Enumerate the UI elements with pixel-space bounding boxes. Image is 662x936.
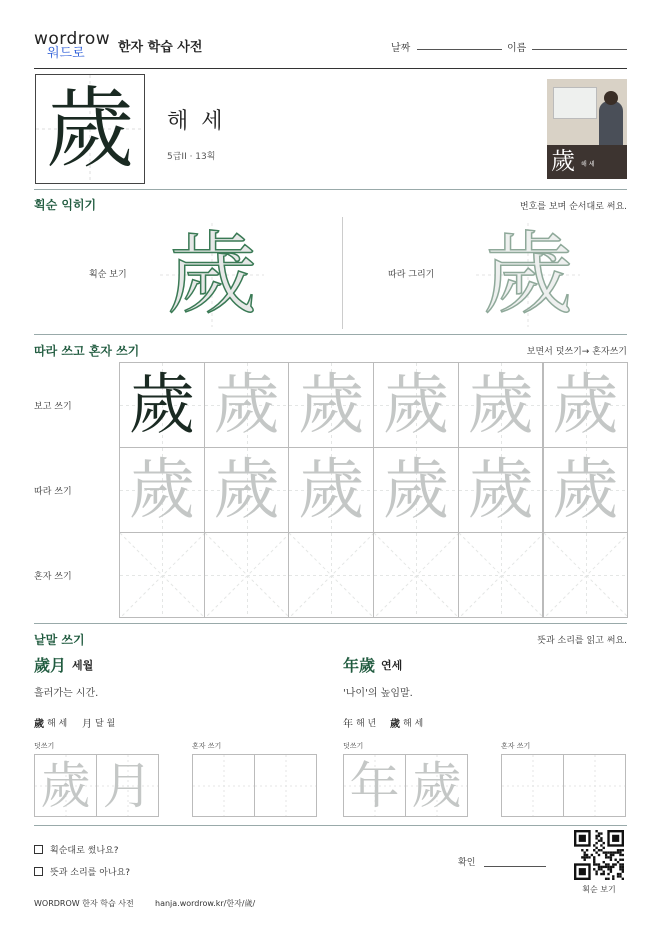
row-label-trace: 따라 쓰기 bbox=[34, 487, 72, 497]
thumb-head bbox=[604, 91, 618, 105]
practice-cell[interactable] bbox=[458, 362, 544, 448]
word-trace-char: 歲 bbox=[411, 756, 462, 815]
check-item-1-label: 획순대로 썼나요? bbox=[50, 846, 119, 856]
cell-guide-lines bbox=[120, 533, 205, 618]
words-section-title: 낱말 쓰기 bbox=[34, 633, 85, 647]
thumb-text: 해 세 bbox=[581, 161, 595, 168]
trace-char: 歲 bbox=[467, 366, 534, 443]
check-item-2-label: 뜻과 소리를 아나요? bbox=[50, 868, 131, 878]
logo-wordrow: wordrow bbox=[34, 29, 111, 49]
cell-guide-lines bbox=[459, 533, 544, 618]
word1-hanja: 歲月 bbox=[34, 656, 67, 675]
logo-korean: 워드로 bbox=[47, 46, 85, 61]
confirm-label: 확인 bbox=[458, 858, 476, 868]
word1-alone-label: 혼자 쓰기 bbox=[192, 742, 222, 750]
word-alone-cell[interactable] bbox=[192, 754, 255, 817]
practice-cell[interactable] bbox=[119, 532, 205, 618]
word-cell-guides bbox=[193, 755, 255, 817]
trace-char: 歲 bbox=[298, 451, 365, 528]
hero-divider bbox=[34, 189, 627, 190]
trace-char: 歲 bbox=[382, 366, 449, 443]
stroke-section-title: 획순 익히기 bbox=[34, 198, 97, 212]
word-cell-guides bbox=[564, 755, 626, 817]
stroke-trace-char: 歲 bbox=[483, 222, 573, 327]
stroke-view-char: 歲 bbox=[167, 222, 257, 327]
word2-trace-label: 덧쓰기 bbox=[343, 742, 364, 750]
logo bbox=[34, 29, 114, 67]
trace-char: 歲 bbox=[213, 366, 280, 443]
write-section-divider bbox=[34, 623, 627, 624]
stroke-view-area bbox=[160, 223, 264, 327]
word1-char2-reading: 달 월 bbox=[95, 719, 116, 729]
word1-char2: 月 bbox=[82, 719, 92, 730]
practice-cell[interactable] bbox=[288, 447, 374, 533]
stroke-trace-label: 따라 그리기 bbox=[388, 270, 435, 280]
qr-code[interactable] bbox=[574, 830, 624, 880]
hero-char: 歲 bbox=[45, 77, 134, 180]
word2-alone-label: 혼자 쓰기 bbox=[501, 742, 531, 750]
trace-char: 歲 bbox=[552, 451, 619, 528]
checkbox-2[interactable] bbox=[34, 867, 43, 876]
video-thumbnail[interactable] bbox=[547, 79, 627, 179]
word1-trace-label: 덧쓰기 bbox=[34, 742, 55, 750]
practice-cell[interactable] bbox=[458, 532, 544, 618]
footer-url[interactable]: hanja.wordrow.kr/한자/歲/ bbox=[155, 899, 256, 908]
word-trace-cell[interactable] bbox=[34, 754, 97, 817]
hero-char-box bbox=[35, 74, 145, 184]
word-alone-cell[interactable] bbox=[501, 754, 564, 817]
name-field[interactable] bbox=[532, 49, 627, 50]
checkbox-1[interactable] bbox=[34, 845, 43, 854]
check-item-1[interactable] bbox=[34, 843, 119, 856]
date-field[interactable] bbox=[417, 49, 502, 50]
word2-reading: 연세 bbox=[381, 659, 403, 672]
thumb-whiteboard bbox=[553, 87, 597, 119]
footer-brand: WORDROW 한자 학습 사전 bbox=[34, 899, 134, 908]
practice-cell[interactable] bbox=[543, 532, 629, 618]
word1-char1-reading: 해 세 bbox=[47, 719, 68, 729]
write-section-note: 보면서 덧쓰기→ 혼자쓰기 bbox=[526, 347, 627, 357]
practice-cell[interactable] bbox=[458, 447, 544, 533]
hero-reading: 해 세 bbox=[167, 109, 226, 134]
practice-cell[interactable] bbox=[373, 447, 459, 533]
word1-meaning: 흘러가는 시간. bbox=[34, 688, 99, 699]
row-label-see: 보고 쓰기 bbox=[34, 402, 72, 412]
practice-cell[interactable] bbox=[288, 362, 374, 448]
stroke-divider-vertical bbox=[342, 217, 343, 329]
qr-pattern bbox=[574, 830, 624, 880]
word-cell-guides bbox=[502, 755, 564, 817]
word2-char2-reading: 해 세 bbox=[403, 719, 424, 729]
word-trace-char: 年 bbox=[349, 756, 400, 815]
cell-guide-lines bbox=[205, 533, 290, 618]
practice-cell[interactable] bbox=[204, 362, 290, 448]
word-alone-cell[interactable] bbox=[563, 754, 626, 817]
word-trace-cell[interactable] bbox=[343, 754, 406, 817]
cell-guide-lines bbox=[374, 533, 459, 618]
practice-cell[interactable] bbox=[373, 362, 459, 448]
cell-guide-lines bbox=[289, 533, 374, 618]
practice-cell[interactable] bbox=[204, 532, 290, 618]
word-alone-cell[interactable] bbox=[254, 754, 317, 817]
stroke-view-label: 획순 보기 bbox=[89, 270, 127, 280]
word-cell-guides bbox=[255, 755, 317, 817]
word2-meaning: '나이'의 높임말. bbox=[343, 688, 413, 699]
header-title: 한자 학습 사전 bbox=[118, 40, 203, 55]
word2-char1-reading: 해 년 bbox=[356, 719, 377, 729]
word1-reading: 세월 bbox=[72, 659, 94, 672]
practice-cell[interactable] bbox=[543, 447, 629, 533]
word-trace-char: 歲 bbox=[40, 756, 91, 815]
confirm-field[interactable] bbox=[484, 866, 546, 867]
word-trace-cell[interactable] bbox=[96, 754, 159, 817]
words-section-note: 뜻과 소리를 읽고 써요. bbox=[537, 636, 627, 646]
stroke-section-divider bbox=[34, 334, 627, 335]
thumb-person bbox=[599, 101, 623, 149]
cell-guide-lines bbox=[544, 533, 629, 618]
word2-char1: 年 bbox=[343, 719, 353, 730]
word-trace-char: 月 bbox=[102, 756, 153, 815]
trace-char: 歲 bbox=[298, 366, 365, 443]
name-label: 이름 bbox=[507, 43, 527, 54]
practice-cell[interactable] bbox=[373, 532, 459, 618]
practice-cell[interactable] bbox=[119, 362, 205, 448]
trace-char: 歲 bbox=[467, 451, 534, 528]
thumb-char: 歲 bbox=[551, 147, 575, 175]
write-section-title: 따라 쓰고 혼자 쓰기 bbox=[34, 344, 140, 358]
practice-cell[interactable] bbox=[543, 362, 629, 448]
header-divider bbox=[34, 68, 627, 69]
words-section-divider bbox=[34, 825, 627, 826]
word2-char2: 歲 bbox=[390, 719, 400, 730]
practice-cell[interactable] bbox=[288, 532, 374, 618]
word2-hanja: 年歲 bbox=[343, 656, 376, 675]
row-label-alone: 혼자 쓰기 bbox=[34, 572, 72, 582]
word1-char1: 歲 bbox=[34, 719, 44, 730]
model-char: 歲 bbox=[128, 366, 195, 443]
hero-meta: 5급II · 13획 bbox=[167, 152, 216, 162]
stroke-section-note: 번호를 보며 순서대로 써요. bbox=[519, 202, 627, 212]
practice-cell[interactable] bbox=[204, 447, 290, 533]
trace-char: 歲 bbox=[382, 451, 449, 528]
practice-cell[interactable] bbox=[119, 447, 205, 533]
word-trace-cell[interactable] bbox=[405, 754, 468, 817]
trace-char: 歲 bbox=[213, 451, 280, 528]
trace-char: 歲 bbox=[552, 366, 619, 443]
qr-label: 획순 보기 bbox=[582, 885, 616, 894]
trace-char: 歲 bbox=[128, 451, 195, 528]
check-item-2[interactable] bbox=[34, 865, 130, 878]
date-label: 날짜 bbox=[391, 43, 411, 54]
stroke-trace-area[interactable] bbox=[476, 223, 580, 327]
